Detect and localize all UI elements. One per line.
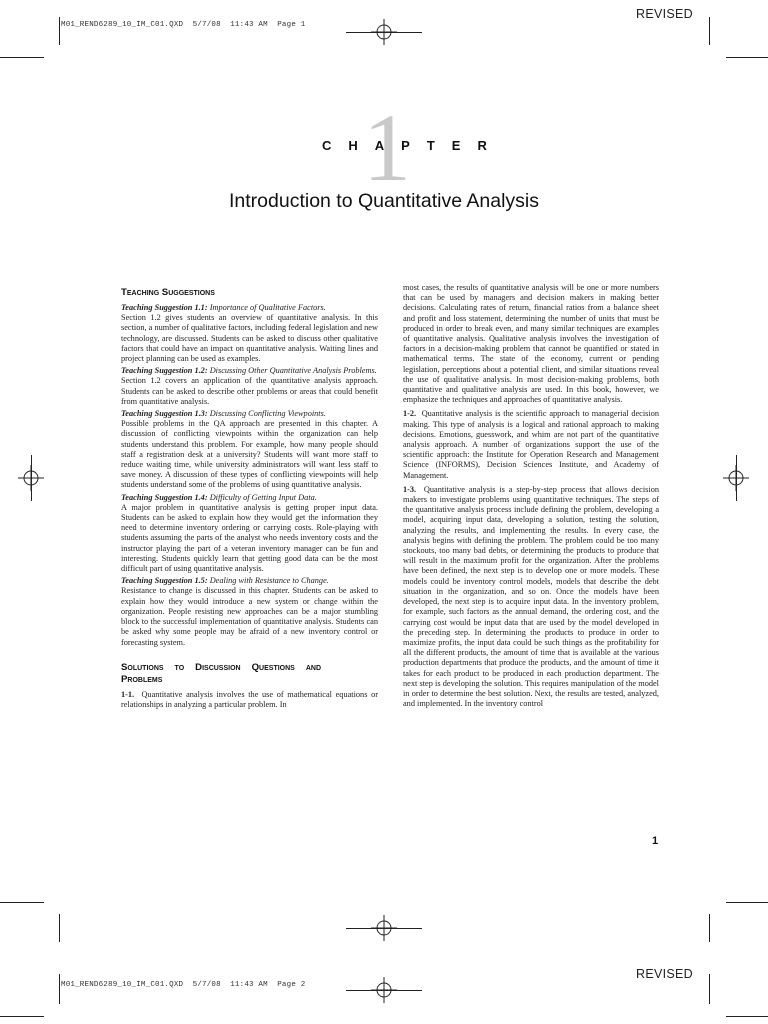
teaching-suggestion bbox=[121, 303, 378, 364]
answer-text: Quantitative analysis is a step-by-step process that allows decision makers to investigate problems using quantitative techniques. The steps of the quantitative analysis process include defining the problem, developing a model, acquiring input data, developing a solution, testing the solution, analyzing the results, and implementing the results. In every case, the analysis begins with defining the problem. The problem could be too many stockouts, too many bad debts, or determining the products to produce that will result in the maximum profit for the organization. After the problems have been defined, the next step is to develop one or more models. These models could be inventory control models, models that describe the debt situation in the organization, and so on. Once the models have been developed, the next step is to acquire input data. In the inventory problem, for example, such factors as the annual demand, the ordering cost, and the carrying cost would be input data that are used by the model developed in the preceding step. In determining the products to produce in order to maximize profits, the input data could be such things as the profitability for all the different products, the amount of time that is available at the various production departments that produce the products, and the amount of time it takes for each product to be produced in each production department. The next step is developing the solution. This requires manipulation of the model in order to determine the best solution. Next, the results are tested, analyzed, and implemented. In the inventory control bbox=[403, 484, 659, 709]
suggestion-body: Resistance to change is discussed in this chapter. Students can be asked to explain how they would introduce a new system or change within the organization. People resisting new approaches can be a major stumbling block to the successful implementation of quantitative analysis. Students can be asked why some people may be afraid of a new inventory control or forecasting system. bbox=[121, 586, 378, 647]
slug-line-bottom: M01_REND6289_10_IM_C01.QXD 5/7/08 11:43 AM Page 2 bbox=[61, 981, 306, 989]
suggestion-body: A major problem in quantitative analysis is getting proper input data. Students can be asked to explain how they would get the information they need to determine inventory ordering or carrying costs. Role-playing with students assuming the parts of the analyst who needs inventory costs and the instructor playing the part of a veteran inventory manager can be fun and interesting. Students quickly learn that getting good data can be the most difficult part of using quantitative analysis. bbox=[121, 502, 378, 574]
answer-text: Quantitative analysis involves the use of mathematical equations or relationships in analyzing a particular problem. In bbox=[121, 689, 378, 709]
crop-mark bbox=[0, 57, 44, 58]
crop-mark bbox=[31, 455, 32, 501]
teaching-suggestion bbox=[121, 493, 378, 575]
answer-paragraph bbox=[403, 485, 659, 709]
solutions-heading: Solutions to Discussion Questions and Problems bbox=[121, 661, 321, 685]
suggestion-topic: Difficulty of Getting Input Data. bbox=[209, 492, 317, 502]
registration-target-icon bbox=[371, 19, 397, 45]
revised-label-bottom: REVISED bbox=[636, 967, 693, 981]
crop-mark bbox=[726, 57, 768, 58]
teaching-suggestion bbox=[121, 576, 378, 647]
answer-continuation: most cases, the results of quantitative analysis will be one or more numbers that can be used by managers and decision makers in making better decisions. Calculating rates of return, financial ratios from a balance sheet and profit and loss statement, determining the number of units that must be produced in order to break even, and many similar techniques are examples of quantitative analysis. Qualitative analysis involves the investigation of factors in a decision-making problem that cannot be quantified or stated in mathematical terms. The state of the economy, current or pending legislation, perceptions about a potential client, and similar situations reveal the use of qualitative analysis. In most decision-making problems, both quantitative and qualitative analysis are used. In this book, however, we emphasize the techniques and approaches of quantitative analysis. bbox=[403, 283, 659, 405]
crop-mark bbox=[709, 17, 710, 45]
teaching-suggestion bbox=[121, 366, 378, 407]
crop-mark bbox=[0, 1016, 44, 1017]
suggestion-topic: Importance of Qualitative Factors. bbox=[209, 303, 326, 312]
crop-mark bbox=[726, 902, 768, 903]
crop-mark bbox=[709, 914, 710, 942]
question-number: 1-3. bbox=[403, 484, 417, 494]
question-number: 1-1. bbox=[121, 689, 135, 699]
crop-mark bbox=[59, 974, 60, 1004]
crop-mark bbox=[0, 902, 44, 903]
suggestion-topic: Dealing with Resistance to Change. bbox=[209, 576, 329, 586]
chapter-title: Introduction to Quantitative Analysis bbox=[228, 190, 539, 212]
answer-paragraph bbox=[403, 409, 659, 480]
chapter-label: CHAPTER bbox=[322, 138, 504, 153]
left-column bbox=[121, 287, 378, 712]
crop-mark bbox=[59, 914, 60, 942]
suggestion-label: Teaching Suggestion 1.3: bbox=[121, 409, 208, 419]
question-number: 1-2. bbox=[403, 409, 417, 419]
chapter-number: 1 bbox=[363, 94, 411, 201]
suggestion-label: Teaching Suggestion 1.4: bbox=[121, 492, 208, 502]
revised-label-top: REVISED bbox=[636, 7, 693, 21]
suggestion-body: Possible problems in the QA approach are presented in this chapter. A discussion of conflicting viewpoints within the organization can help students understand this problem. For example, how many people should staff a registration desk at a university? Students will want more staff to reduce waiting time, while university administrators will want less staff to save money. A discussion of these types of conflicting viewpoints will help students understand some of the problems of using quantitative analysis. bbox=[121, 419, 378, 490]
registration-target-icon bbox=[371, 915, 397, 941]
suggestion-label: Teaching Suggestion 1.2: bbox=[121, 366, 208, 376]
suggestion-body: Section 1.2 covers an application of the quantitative analysis approach. Students can be asked to describe other problems or areas that could benefit from quantitative analysis. bbox=[121, 376, 378, 406]
answer-text: Quantitative analysis is the scientific approach to managerial decision making. This type of analysis is a logical and rational approach to making decisions. Emotions, guesswork, and whim are not part of the quantitative analysis approach. A number of organizations support the use of the scientific approach: the Institute for Operation Research and Management Science (INFORMS), Decision Sciences Institute, and Academy of Management. bbox=[403, 409, 659, 480]
suggestion-topic: Discussing Conflicting Viewpoints. bbox=[209, 409, 326, 419]
page-number: 1 bbox=[652, 835, 659, 847]
crop-mark bbox=[736, 455, 737, 501]
slug-line-top: M01_REND6289_10_IM_C01.QXD 5/7/08 11:43 AM Page 1 bbox=[61, 21, 306, 29]
teaching-suggestion bbox=[121, 409, 378, 491]
crop-mark bbox=[709, 974, 710, 1004]
suggestion-label: Teaching Suggestion 1.5: bbox=[121, 576, 208, 586]
suggestion-body: Section 1.2 gives students an overview of quantitative analysis. In this section, a number of qualitative factors, including federal legislation and new technology, are discussed. Students can be asked to discuss other qualitative factors that could have an impact on quantitative analysis. Waiting lines and project planning can be used as examples. bbox=[121, 313, 378, 364]
right-column bbox=[403, 283, 659, 711]
registration-target-icon bbox=[371, 977, 397, 1003]
crop-mark bbox=[59, 17, 60, 45]
suggestion-topic: Discussing Other Quantitative Analysis Problems. bbox=[209, 366, 377, 376]
teaching-suggestions-heading: Teaching Suggestions bbox=[121, 287, 215, 298]
suggestion-label: Teaching Suggestion 1.1: bbox=[121, 303, 208, 312]
crop-mark bbox=[726, 1016, 768, 1017]
answer-paragraph bbox=[121, 690, 378, 710]
